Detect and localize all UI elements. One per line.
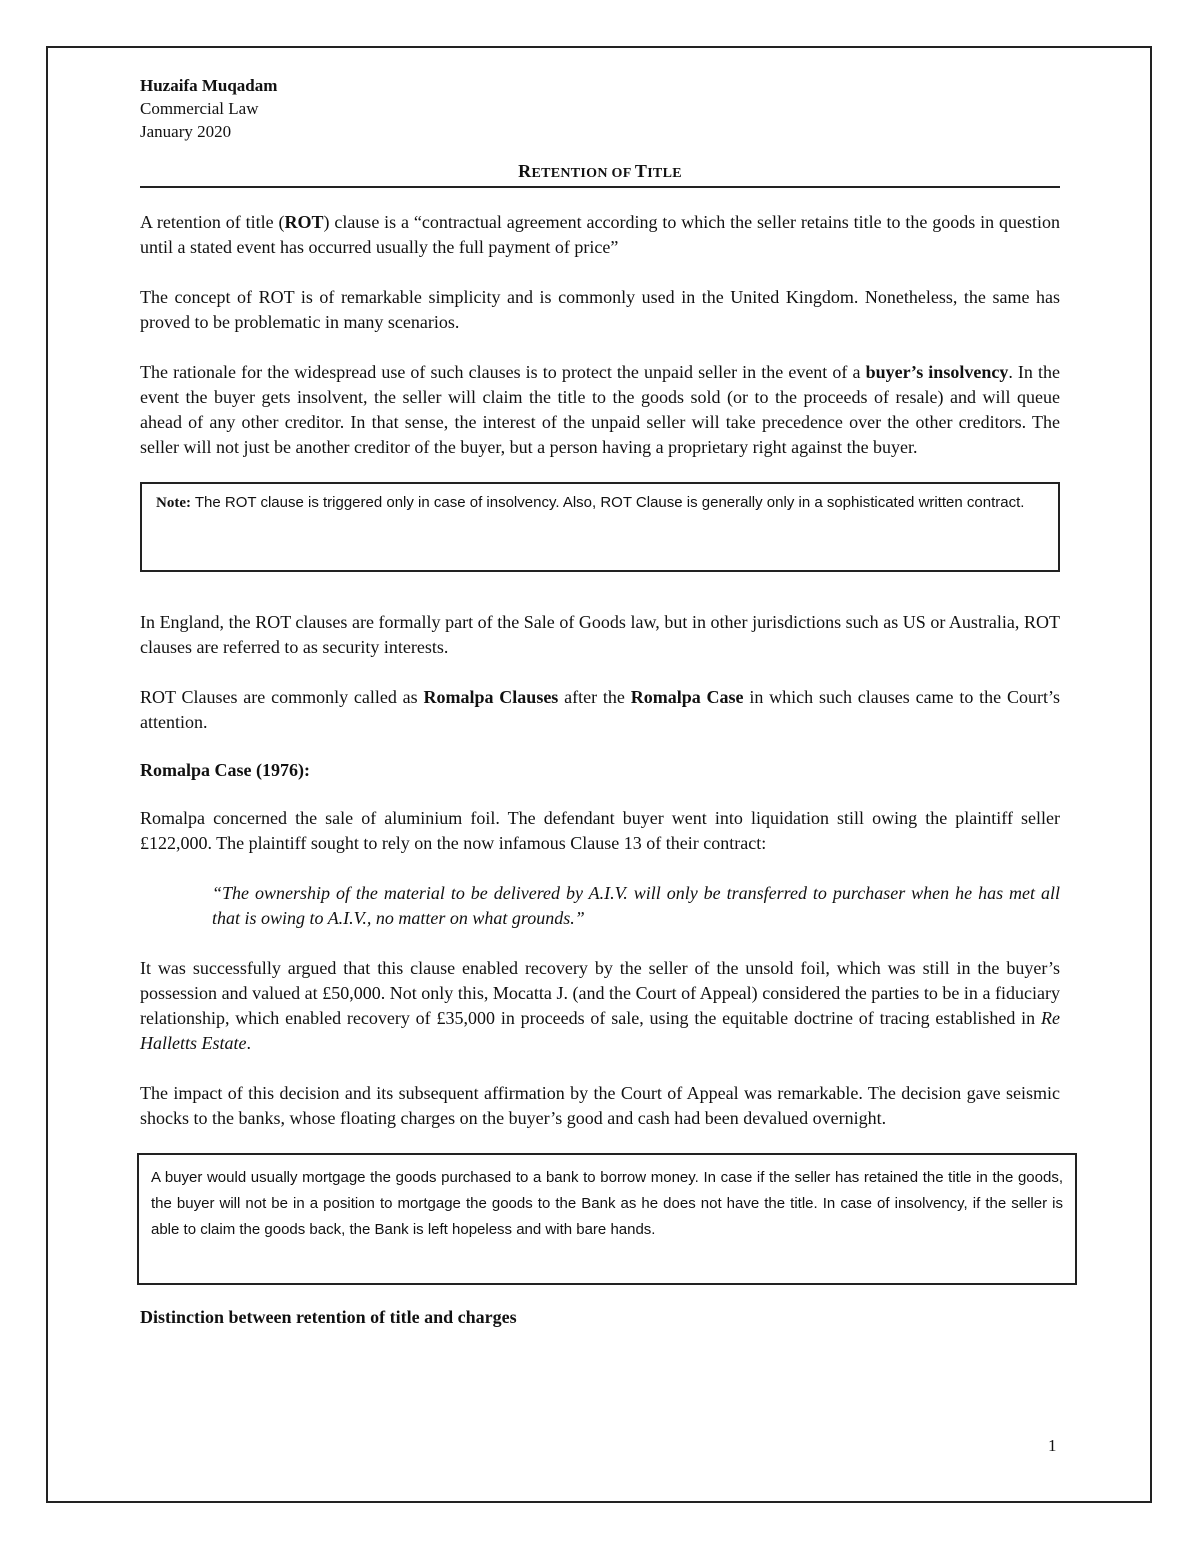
case-citation: Re Halletts Estate: [140, 1008, 1060, 1053]
title-rest-2: ITLE: [647, 166, 682, 181]
page-title: [140, 161, 1060, 188]
note-label: Note:: [156, 495, 191, 511]
text-span: in which such clauses came to the Court’s attention.: [140, 687, 1060, 732]
text-span: ROT Clauses are commonly called as: [140, 687, 424, 707]
bold-term-romalpa-clauses: Romalpa Clauses: [423, 687, 559, 707]
section-heading-romalpa-case: Romalpa Case (1976):: [140, 760, 310, 780]
text-span: .: [246, 1033, 251, 1053]
note-text: The ROT clause is triggered only in case of insolvency. Also, ROT Clause is generally only in a sophisticated written contract.: [190, 494, 1025, 511]
bold-term-insolvency: buyer’s insolvency: [865, 362, 1009, 382]
clause-quote: “The ownership of the material to be delivered by A.I.V. will only be transferred to purchaser when he has met all that is owing to A.I.V., no matter on what grounds.”: [212, 883, 1060, 928]
author-name: Huzaifa Muqadam: [140, 76, 278, 95]
bold-term-rot: ROT: [284, 212, 324, 232]
paragraph-romalpa-facts: Romalpa concerned the sale of aluminium foil. The defendant buyer went into liquidation still owing the plaintiff seller £122,000. The plaintiff sought to rely on the now infamous Clause 13 of their contract:: [140, 808, 1060, 853]
paragraph-argument: [140, 956, 1060, 1056]
note-box: [140, 482, 1060, 572]
document-body: [140, 74, 1063, 1328]
paragraph-concept: The concept of ROT is of remarkable simplicity and is commonly used in the United Kingdom. Nonetheless, the same has proved to be problematic in many scenarios.: [140, 287, 1060, 332]
section-heading-distinction: Distinction between retention of title and charges: [140, 1307, 517, 1327]
paragraph-romalpa-clauses: [140, 685, 1060, 735]
title-cap-2: T: [634, 161, 648, 181]
text-span: ) clause is a “contractual agreement according to which the seller retains title to the goods in question until a stated event has occurred usually the full payment of price”: [140, 212, 1061, 257]
title-cap-1: R: [518, 161, 532, 181]
paragraph-impact: The impact of this decision and its subsequent affirmation by the Court of Appeal was remarkable. The decision gave seismic shocks to the banks, whose floating charges on the buyer’s good and cash had been devalued overnight.: [140, 1083, 1060, 1128]
text-span: The rationale for the widespread use of such clauses is to protect the unpaid seller in the event of a: [140, 362, 866, 382]
bank-explanation-box: A buyer would usually mortgage the goods purchased to a bank to borrow money. In case if the seller has retained the title in the goods, the buyer will not be in a position to mortgage the goods to the Bank as he does not have the title. In case of insolvency, if the seller is able to claim the goods back, the Bank is left hopeless and with bare hands.: [137, 1153, 1077, 1285]
text-span: A retention of title (: [140, 212, 285, 232]
document-header: [140, 74, 1060, 143]
paragraph-jurisdictions: In England, the ROT clauses are formally part of the Sale of Goods law, but in other jurisdictions such as US or Australia, ROT clauses are referred to as security interests.: [140, 612, 1060, 657]
text-span: It was successfully argued that this clause enabled recovery by the seller of the unsold foil, which was still in the buyer’s possession and valued at £50,000. Not only this, Mocatta J. (and the Court of Appeal) considered the parties to be in a fiduciary relationship, which enabled recovery of £35,000 in proceeds of sale, using the equitable doctrine of tracing established in: [140, 958, 1060, 1028]
course-name: Commercial Law: [140, 99, 259, 118]
document-date: January 2020: [140, 122, 232, 141]
bold-term-romalpa-case: Romalpa Case: [630, 687, 744, 707]
text-span: after the: [558, 687, 631, 707]
paragraph-rationale: [140, 360, 1060, 460]
text-span: . In the event the buyer gets insolvent, the seller will claim the title to the goods sold (or to the proceeds of resale) and will queue ahead of any other creditor. In that sense, the interest of the unpaid seller will take precedence over the other creditors. The seller will not just be another creditor of the buyer, but a person having a proprietary right against the buyer.: [140, 362, 1060, 457]
title-rest-1: ETENTION OF: [531, 166, 635, 181]
page-number: 1: [1048, 1436, 1057, 1455]
paragraph-definition: [140, 210, 1060, 260]
